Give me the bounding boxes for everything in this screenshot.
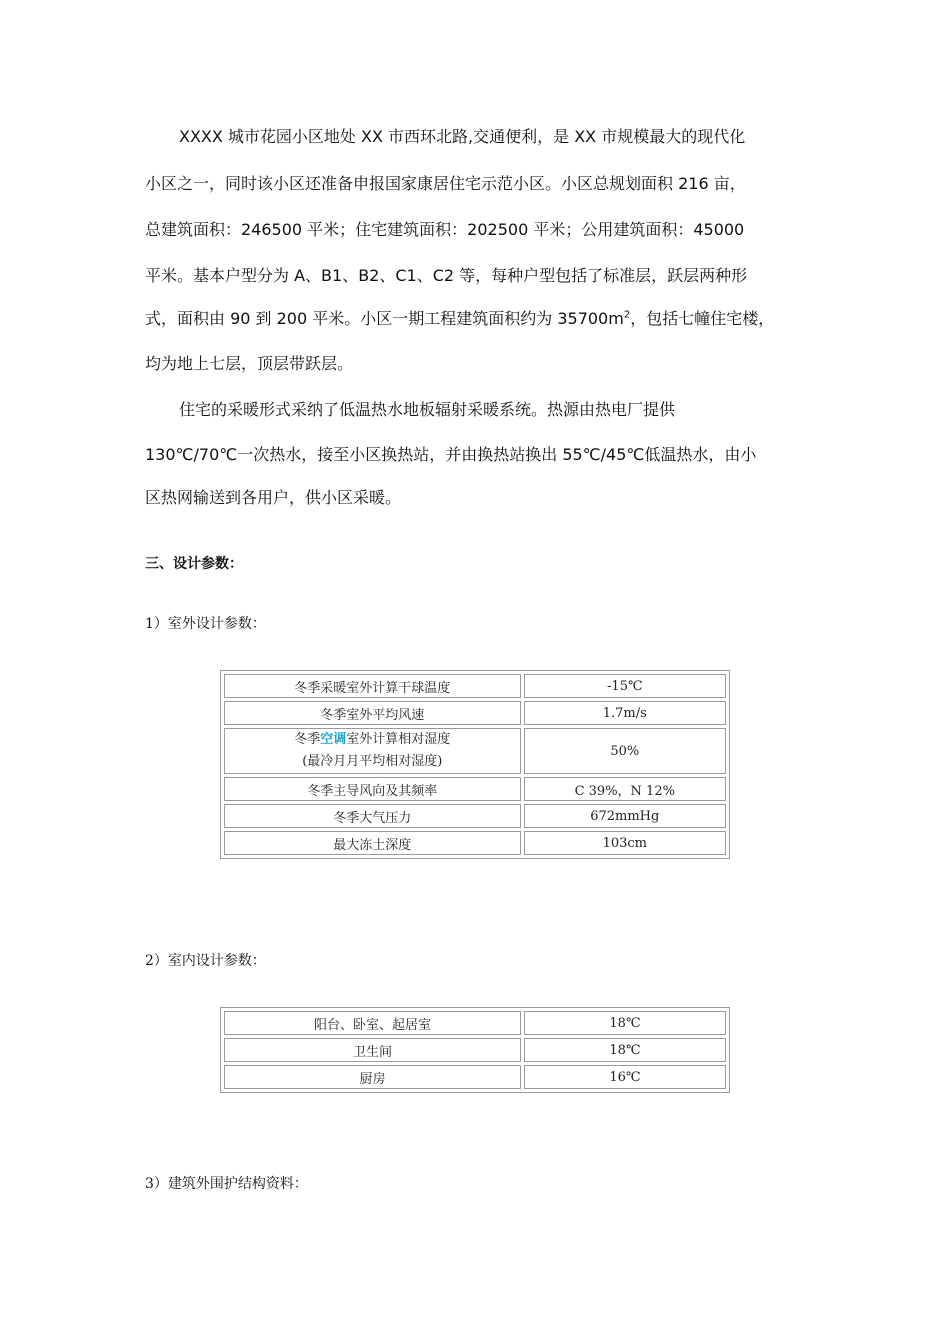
- subheading-outdoor: 1）室外设计参数：: [145, 616, 266, 632]
- param-value: 103cm: [524, 831, 726, 855]
- param-value: 16℃: [524, 1065, 726, 1089]
- aircon-link[interactable]: 空调: [320, 732, 347, 747]
- table-row: [224, 1038, 726, 1062]
- heating-line-1: 住宅的采暖形式采纳了低温热水地板辐射采暖系统。热源由热电厂提供: [179, 400, 676, 419]
- subheading-indoor: 2）室内设计参数：: [145, 953, 266, 969]
- param-value: 18℃: [524, 1038, 726, 1062]
- table-row: [224, 777, 726, 801]
- param-label: [224, 728, 521, 774]
- param-value: 18℃: [524, 1011, 726, 1035]
- intro-line-5-tail: ，包括七幢住宅楼，: [630, 309, 775, 328]
- param-value: 1.7m/s: [524, 701, 726, 725]
- param-label: 冬季室外平均风速: [224, 701, 521, 725]
- table-row: [224, 1011, 726, 1035]
- intro-line-3: 总建筑面积：246500 平米；住宅建筑面积：202500 平米；公用建筑面积：45000: [145, 220, 745, 239]
- intro-paragraph: [145, 124, 825, 374]
- table-row: [224, 728, 726, 774]
- section-heading: 三、设计参数：: [145, 556, 243, 572]
- outdoor-params-table: [220, 670, 730, 859]
- table-row: [224, 1065, 726, 1089]
- param-value: 50%: [524, 728, 726, 774]
- intro-line-6: 均为地上七层，顶层带跃层。: [145, 354, 354, 373]
- param-label: 冬季主导风向及其频率: [224, 777, 521, 801]
- param-value: 672mmHg: [524, 804, 726, 828]
- heating-line-3: 区热网输送到各用户，供小区采暖。: [145, 488, 402, 507]
- param-label-post: 室外计算相对湿度: [346, 732, 451, 747]
- param-label: 冬季采暖室外计算干球温度: [224, 674, 521, 698]
- intro-line-4: 平米。基本户型分为 A、B1、B2、C1、C2 等，每种户型包括了标准层，跃层两种形: [145, 266, 748, 285]
- superscript-2: 2: [623, 309, 631, 321]
- table-row: [224, 674, 726, 698]
- indoor-params-table: [220, 1007, 730, 1093]
- subheading-envelope: 3）建筑外围护结构资料：: [145, 1176, 308, 1192]
- intro-line-1: XXXX 城市花园小区地处 XX 市西环北路,交通便利，是 XX 市规模最大的现代化: [179, 127, 746, 146]
- param-value: -15℃: [524, 674, 726, 698]
- table-row: [224, 701, 726, 725]
- intro-line-5: [145, 306, 774, 329]
- param-label: 卫生间: [224, 1038, 521, 1062]
- param-value: C 39%，N 12%: [524, 777, 726, 801]
- param-label: 最大冻土深度: [224, 831, 521, 855]
- heating-paragraph: [145, 397, 825, 517]
- param-label: 厨房: [224, 1065, 521, 1089]
- param-label-note: (最冷月月平均相对湿度): [302, 754, 443, 769]
- param-label-pre: 冬季: [294, 732, 321, 747]
- heating-line-2: 130℃/70℃一次热水，接至小区换热站，并由换热站换出 55℃/45℃低温热水，由小: [145, 445, 757, 464]
- intro-line-2: 小区之一，同时该小区还准备申报国家康居住宅示范小区。小区总规划面积 216 亩，: [145, 174, 746, 193]
- table-row: [224, 831, 726, 855]
- intro-line-5-text: 式，面积由 90 到 200 平米。小区一期工程建筑面积约为 35700m: [145, 309, 624, 328]
- param-label: 冬季大气压力: [224, 804, 521, 828]
- table-row: [224, 804, 726, 828]
- param-label: 阳台、卧室、起居室: [224, 1011, 521, 1035]
